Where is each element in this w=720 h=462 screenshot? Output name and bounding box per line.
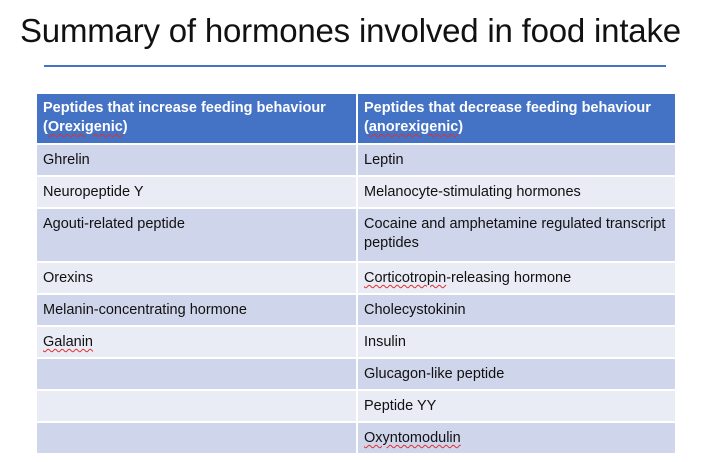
orexigenic-cell <box>37 390 357 422</box>
orexigenic-cell: Galanin <box>37 326 357 358</box>
anorexigenic-cell: Glucagon-like peptide <box>357 358 675 390</box>
orexigenic-cell: Neuropeptide Y <box>37 176 357 208</box>
anorexigenic-term: anorexigenic <box>368 119 459 135</box>
anorexigenic-cell: Oxyntomodulin <box>357 422 675 453</box>
anorexigenic-cell: Peptide YY <box>357 390 675 422</box>
anorexigenic-cell: Leptin <box>357 144 675 176</box>
table-header-row <box>37 94 675 144</box>
orexigenic-term: Orexigenic <box>47 119 123 135</box>
table-row <box>37 294 675 326</box>
table-row <box>37 144 675 176</box>
table-row <box>37 262 675 294</box>
table-row <box>37 208 675 262</box>
orexigenic-cell: Melanin-concentrating hormone <box>37 294 357 326</box>
orexigenic-cell: Orexins <box>37 262 357 294</box>
table-row <box>37 176 675 208</box>
anorexigenic-cell: Insulin <box>357 326 675 358</box>
header-orexigenic: Peptides that increase feeding behaviour (Orexigenic) <box>37 94 357 144</box>
anorexigenic-cell: Corticotropin-releasing hormone <box>357 262 675 294</box>
anorexigenic-cell: Cocaine and amphetamine regulated transcript peptides <box>357 208 675 262</box>
slide-title: Summary of hormones involved in food intake <box>20 12 681 49</box>
orexigenic-cell: Ghrelin <box>37 144 357 176</box>
title-divider <box>44 65 666 67</box>
anorexigenic-cell: Cholecystokinin <box>357 294 675 326</box>
table-row <box>37 358 675 390</box>
hormones-table <box>37 94 675 453</box>
orexigenic-cell <box>37 422 357 453</box>
orexigenic-cell <box>37 358 357 390</box>
anorexigenic-cell: Melanocyte-stimulating hormones <box>357 176 675 208</box>
table-row <box>37 390 675 422</box>
header-anorexigenic: Peptides that decrease feeding behaviour (anorexigenic) <box>357 94 675 144</box>
table-row <box>37 422 675 453</box>
table-row <box>37 326 675 358</box>
orexigenic-cell: Agouti-related peptide <box>37 208 357 262</box>
